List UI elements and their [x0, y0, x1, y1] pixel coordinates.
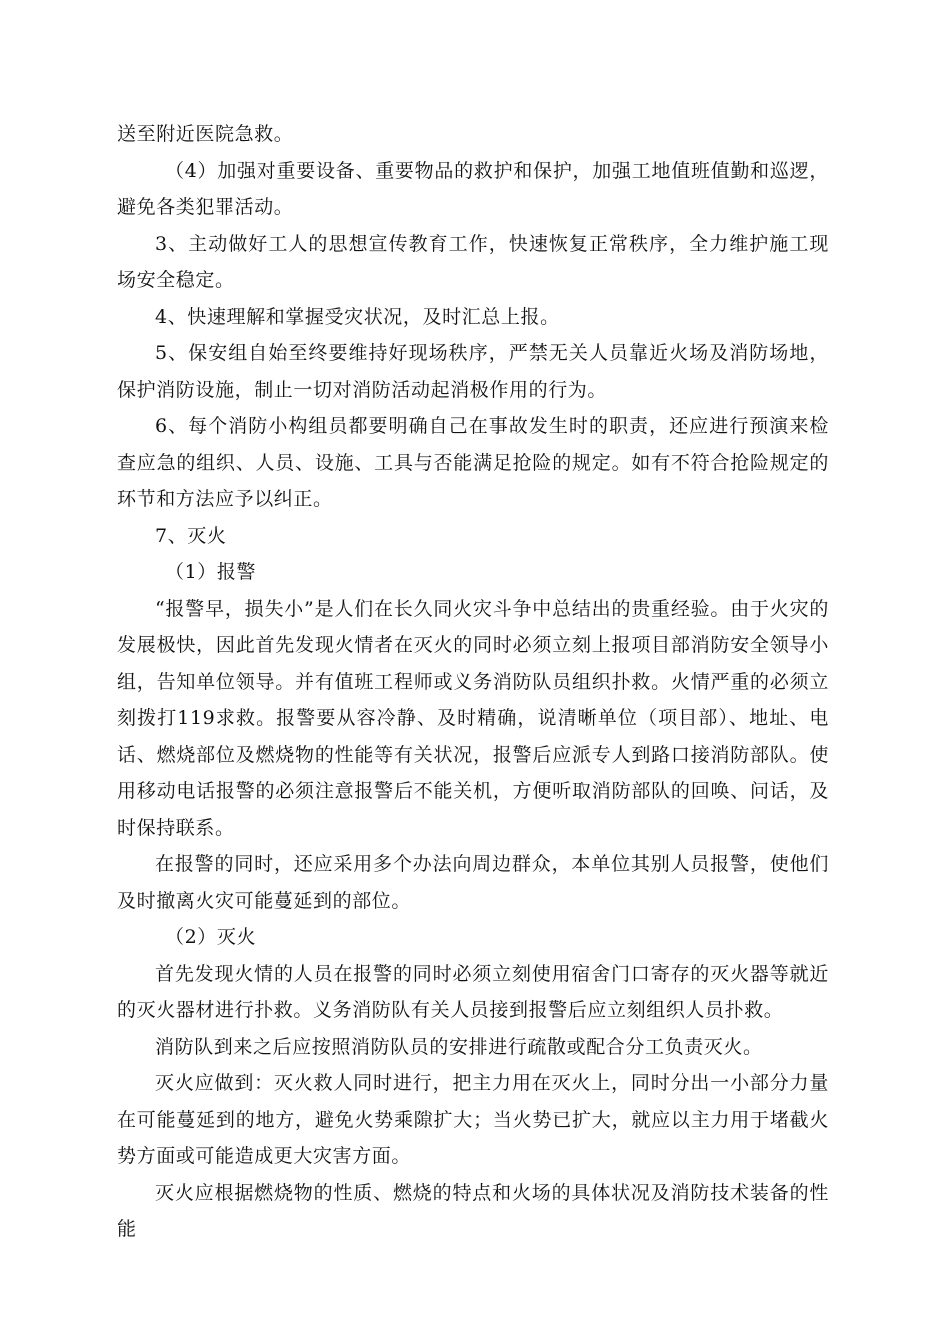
paragraph-extinguish-principles: 灭火应做到：灭火救人同时进行，把主力用在灭火上，同时分出一小部分力量在可能蔓延到的地方，避免火势乘隙扩大；当火势已扩大，就应以主力用于堵截火势方面或可能造成更大灾害方面。 — [117, 1072, 829, 1167]
paragraph-4: 4、快速理解和掌握受灾状况，及时汇总上报。 — [155, 305, 560, 328]
paragraph-extinguish-method: 灭火应根据燃烧物的性质、燃烧的特点和火场的具体状况及消防技术装备的性能 — [117, 1181, 829, 1240]
paragraph-item-4: （4）加强对重要设备、重要物品的救护和保护，加强工地值班值勤和巡逻，避免各类犯罪活动。 — [117, 159, 829, 218]
paragraph-continuation: 送至附近医院急救。 — [117, 123, 294, 145]
paragraph-alarm-body: “报警早，损失小”是人们在长久同火灾斗争中总结出的贵重经验。由于火灾的发展极快，因此首先发现火情者在灭火的同时必须立刻上报项目部消防安全领导小组，告知单位领导。并有值班工程师或义务消防队员组织扑救。火情严重的必须立刻拨打119求救。报警要从容冷静、及时精确，说清晰单位（项目部）、地址、电话、燃烧部位及燃烧物的性能等有关状况，报警后应派专人到路口接消防部队。使用移动电话报警的必须注意报警后不能关机，方便听取消防部队的回唤、问话，及时保持联系。 — [117, 597, 829, 839]
heading-7-fire-fighting: 7、灭火 — [155, 524, 227, 547]
paragraph-6: 6、每个消防小构组员都要明确自己在事故发生时的职责，还应进行预演来检查应急的组织、人员、设施、工具与否能满足抢险的规定。如有不符合抢险规定的环节和方法应予以纠正。 — [117, 415, 829, 510]
paragraph-fire-brigade: 消防队到来之后应按照消防队员的安排进行疏散或配合分工负责灭火。 — [155, 1035, 763, 1058]
paragraph-alarm-evacuation: 在报警的同时，还应采用多个办法向周边群众，本单位其别人员报警，使他们及时撤离火灾可能蔓延到的部位。 — [117, 853, 829, 912]
paragraph-5: 5、保安组自始至终要维持好现场秩序，严禁无关人员靠近火场及消防场地，保护消防设施，制止一切对消防活动起消极作用的行为。 — [117, 342, 829, 401]
paragraph-3: 3、主动做好工人的思想宣传教育工作，快速恢复正常秩序，全力维护施工现场安全稳定。 — [117, 232, 829, 291]
paragraph-extinguish-first: 首先发现火情的人员在报警的同时必须立刻使用宿舍门口寄存的灭火器等就近的灭火器材进行扑救。义务消防队有关人员接到报警后应立刻组织人员扑救。 — [117, 962, 829, 1021]
subheading-alarm: （1）报警 — [165, 561, 257, 583]
document-page — [117, 116, 829, 1248]
subheading-extinguish: （2）灭火 — [165, 926, 257, 948]
